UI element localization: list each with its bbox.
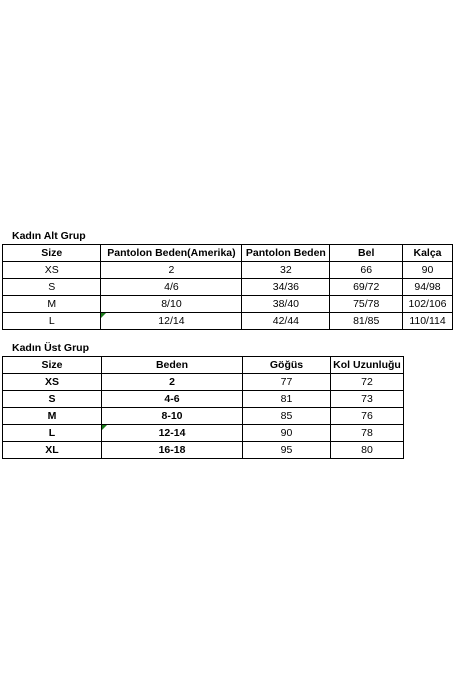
table-cell[interactable]: 90 xyxy=(403,262,453,279)
header-cell[interactable]: Göğüs xyxy=(243,357,331,374)
table-cell[interactable]: 69/72 xyxy=(330,279,403,296)
table-row xyxy=(3,425,404,442)
alt-grup-title: Kadın Alt Grup xyxy=(12,230,86,242)
table-cell[interactable]: 8-10 xyxy=(102,408,243,425)
table-cell[interactable]: 78 xyxy=(331,425,404,442)
table-cell[interactable]: 4-6 xyxy=(102,391,243,408)
table-cell[interactable]: L xyxy=(3,313,101,330)
cell-comment-marker-icon xyxy=(102,425,107,430)
header-cell[interactable]: Kol Uzunluğu xyxy=(331,357,404,374)
table-header-row xyxy=(3,357,404,374)
table-row xyxy=(3,374,404,391)
table-cell[interactable]: 34/36 xyxy=(242,279,330,296)
header-cell[interactable]: Size xyxy=(3,245,101,262)
header-cell[interactable]: Bel xyxy=(330,245,403,262)
table-row xyxy=(3,408,404,425)
table-cell[interactable]: S xyxy=(3,391,102,408)
table-row xyxy=(3,262,453,279)
table-row xyxy=(3,279,453,296)
table-cell[interactable] xyxy=(102,425,243,442)
table-cell[interactable]: M xyxy=(3,408,102,425)
ust-grup-title: Kadın Üst Grup xyxy=(12,342,90,354)
table-cell[interactable]: XS xyxy=(3,262,101,279)
header-cell[interactable]: Kalça xyxy=(403,245,453,262)
header-cell[interactable]: Pantolon Beden xyxy=(242,245,330,262)
table-cell[interactable]: 94/98 xyxy=(403,279,453,296)
table-cell[interactable]: 77 xyxy=(243,374,331,391)
table-cell[interactable]: 73 xyxy=(331,391,404,408)
table-cell[interactable]: 8/10 xyxy=(101,296,242,313)
table-cell[interactable]: 85 xyxy=(243,408,331,425)
table-cell-text: 12-14 xyxy=(158,427,186,439)
table-cell[interactable]: 80 xyxy=(331,442,404,459)
table-cell[interactable]: XL xyxy=(3,442,102,459)
table-cell[interactable]: 102/106 xyxy=(403,296,453,313)
table-cell[interactable]: 38/40 xyxy=(242,296,330,313)
table-row xyxy=(3,313,453,330)
table-row xyxy=(3,442,404,459)
table-cell[interactable]: S xyxy=(3,279,101,296)
table-cell[interactable] xyxy=(101,313,242,330)
table-cell[interactable]: XS xyxy=(3,374,102,391)
table-header-row xyxy=(3,245,453,262)
table-cell[interactable]: L xyxy=(3,425,102,442)
table-cell[interactable]: 81/85 xyxy=(330,313,403,330)
header-cell[interactable]: Size xyxy=(3,357,102,374)
header-cell[interactable]: Pantolon Beden(Amerika) xyxy=(101,245,242,262)
table-cell[interactable]: 42/44 xyxy=(242,313,330,330)
table-cell[interactable]: 110/114 xyxy=(403,313,453,330)
ust-grup-size-table xyxy=(2,356,404,459)
table-cell[interactable]: 4/6 xyxy=(101,279,242,296)
table-cell[interactable]: 32 xyxy=(242,262,330,279)
table-cell[interactable]: 2 xyxy=(102,374,243,391)
cell-comment-marker-icon xyxy=(101,313,106,318)
table-cell[interactable]: 81 xyxy=(243,391,331,408)
table-cell[interactable]: 76 xyxy=(331,408,404,425)
table-cell[interactable]: 66 xyxy=(330,262,403,279)
table-cell[interactable]: 75/78 xyxy=(330,296,403,313)
table-cell[interactable]: 95 xyxy=(243,442,331,459)
table-cell[interactable]: 2 xyxy=(101,262,242,279)
table-row xyxy=(3,296,453,313)
table-cell-text: 12/14 xyxy=(158,315,185,327)
table-cell[interactable]: 72 xyxy=(331,374,404,391)
alt-grup-size-table xyxy=(2,244,453,330)
table-cell[interactable]: 90 xyxy=(243,425,331,442)
table-cell[interactable]: 16-18 xyxy=(102,442,243,459)
table-row xyxy=(3,391,404,408)
table-cell[interactable]: M xyxy=(3,296,101,313)
header-cell[interactable]: Beden xyxy=(102,357,243,374)
